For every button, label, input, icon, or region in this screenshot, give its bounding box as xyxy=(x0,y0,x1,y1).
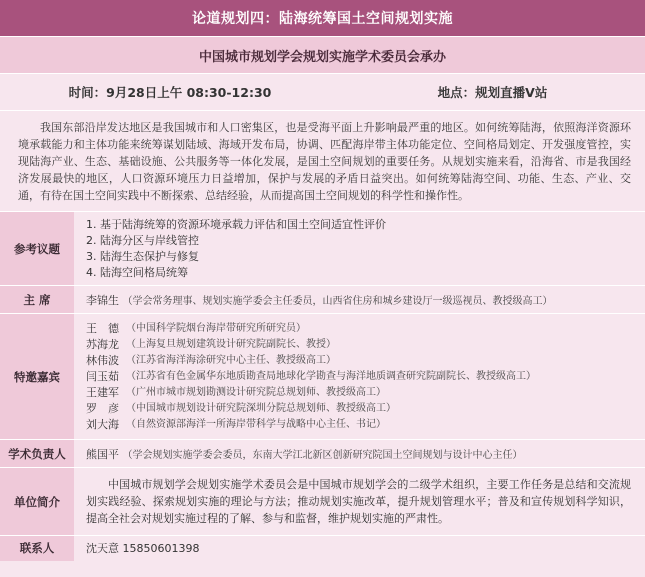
guest-item xyxy=(86,321,645,337)
guest-desc: （广州市城市规划勘测设计研究院总规划师、教授级高工） xyxy=(126,386,386,398)
guest-name: 王 德 xyxy=(86,321,119,335)
guest-name: 罗 彦 xyxy=(86,401,119,415)
guest-name: 苏海龙 xyxy=(86,337,119,351)
guest-name: 王建军 xyxy=(86,385,119,399)
unit-row xyxy=(0,468,645,536)
forum-title: 论道规划四：陆海统筹国土空间规划实施 xyxy=(0,0,645,36)
academic-value xyxy=(74,440,645,468)
guest-desc: （江苏省有色金属华东地质勘查局地球化学勘查与海洋地质调查研究院副院长、教授级高工） xyxy=(126,370,536,382)
guest-item xyxy=(86,337,645,353)
chair-label: 主 席 xyxy=(0,286,74,314)
guest-desc: （中国城市规划设计研究院深圳分院总规划师、教授级高工） xyxy=(126,402,396,414)
topics-label: 参考议题 xyxy=(0,212,74,286)
topic-item: 3. 陆海生态保护与修复 xyxy=(86,249,199,263)
place-text: 地点：规划直播V站 xyxy=(437,85,548,100)
guest-desc: （江苏省海洋海涂研究中心主任、教授级高工） xyxy=(126,354,336,366)
time-place-row xyxy=(0,73,645,111)
guest-name: 闫玉茹 xyxy=(86,369,119,383)
chair-row xyxy=(0,286,645,314)
contact-row xyxy=(0,536,645,561)
intro-paragraph: 我国东部沿岸发达地区是我国城市和人口密集区，也是受海平面上升影响最严重的地区。如何统筹陆海，依照海洋资源环境承载能力和主体功能来统筹谋划陆域、海域开发布局，协调、匹配海岸带主体功能定位、空间格局划定、开发强度管控，实现陆海产业、生态、基础设施、公共服务等一体化发展，是国土空间规划的重要任务。从规划实施来看，沿海省、市是我国经济发展最快的地区，人口资源环境压力日益增加，保护与发展的矛盾日益突出。如何统筹陆海空间、功能、生态、产业、交通，有待在国土空间实践中不断探索、总结经验，从而提高国土空间规划的科学性和操作性。 xyxy=(18,121,631,202)
contact-label: 联系人 xyxy=(0,536,74,561)
guests-label: 特邀嘉宾 xyxy=(0,314,74,440)
guests-list xyxy=(74,314,645,440)
topics-list xyxy=(74,212,645,286)
topics-row xyxy=(0,212,645,286)
guest-desc: （中国科学院烟台海岸带研究所研究员） xyxy=(126,322,306,334)
chair-name: 李锦生 xyxy=(86,293,119,307)
topic-item: 1. 基于陆海统筹的资源环境承载力评估和国土空间适宜性评价 xyxy=(86,217,386,231)
guest-name: 刘大海 xyxy=(86,417,119,431)
academic-name: 熊国平 xyxy=(86,447,119,461)
guest-name: 林伟波 xyxy=(86,353,119,367)
academic-row xyxy=(0,440,645,468)
guest-item xyxy=(86,353,645,369)
contact-value: 沈天意 15850601398 xyxy=(74,536,645,561)
chair-value xyxy=(74,286,645,314)
guests-row xyxy=(0,314,645,440)
info-table xyxy=(0,211,645,561)
topic-item: 4. 陆海空间格局统筹 xyxy=(86,265,188,279)
guest-item xyxy=(86,369,645,385)
guest-desc: （上海复旦规划建筑设计研究院副院长、教授） xyxy=(126,338,336,350)
topic-item: 2. 陆海分区与岸线管控 xyxy=(86,233,199,247)
guest-item xyxy=(86,417,645,433)
unit-cell xyxy=(74,468,645,536)
academic-label: 学术负责人 xyxy=(0,440,74,468)
guest-item xyxy=(86,401,645,417)
unit-text: 中国城市规划学会规划实施学术委员会是中国城市规划学会的二级学术组织，主要工作任务是总结和交流规划实践经验、探索规划实施的理论与方法；推动规划实施改革，提升规划管理水平；普及和宣传规划科学知识，提高全社会对规划实施过程的了解、参与和监督，维护规划实施的严肃性。 xyxy=(86,478,631,525)
guest-desc: （自然资源部海洋一所海岸带科学与战略中心主任、书记） xyxy=(126,418,386,430)
unit-label: 单位简介 xyxy=(0,468,74,536)
guest-item xyxy=(86,385,645,401)
academic-desc: （学会规划实施学委会委员，东南大学江北新区创新研究院国土空间规划与设计中心主任） xyxy=(122,449,523,461)
time-text: 时间：9月28日上午 08:30-12:30 xyxy=(68,85,272,100)
organizer-line: 中国城市规划学会规划实施学术委员会承办 xyxy=(0,36,645,73)
chair-desc: （学会常务理事、规划实施学委会主任委员，山西省住房和城乡建设厅一级巡视员、教授级高工） xyxy=(122,295,553,307)
